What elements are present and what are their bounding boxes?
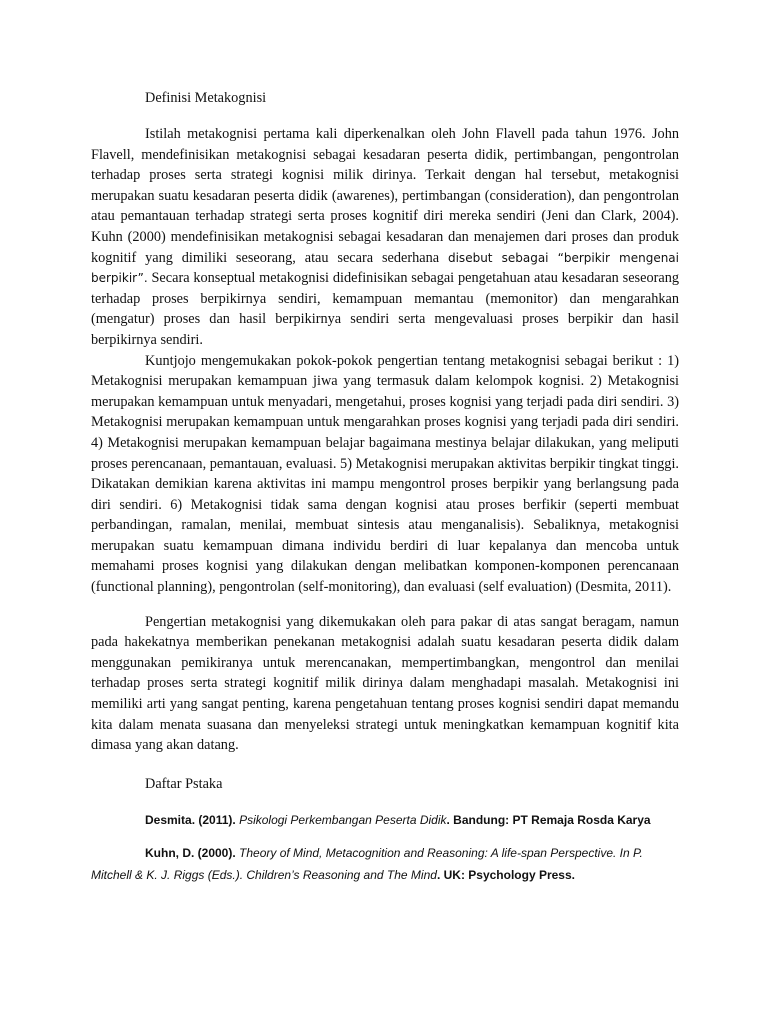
reference-item [91,809,679,831]
paragraph-definition-part-c: Secara konseptual metakognisi didefinisikan sebagai pengetahuan atau kesadaran seseorang terhadap proses berpikirnya sendiri, kemampuan memantau (memonitor) dan mengarahkan (mengatur) proses dan hasil berpikirnya sendiri serta mengevaluasi proses berpikir dan hasil berpikirnya sendiri. [91,270,679,348]
reference-item [91,842,679,886]
paragraph-definition [91,124,679,351]
reference-publisher: . UK: Psychology Press. [436,867,575,882]
reference-author: Desmita. (2011). [145,812,240,827]
section-heading: Definisi Metakognisi [145,90,267,106]
reference-title: Psikologi Perkembangan Peserta Didik [239,812,447,827]
paragraph-definition-part-a: Istilah metakognisi pertama kali diperkenalkan oleh John Flavell pada tahun 1976. John Flavell, mendefinisikan metakognisi sebagai kesadaran peserta didik, pertimbangan, pengontrolan terhadap proses serta strategi kognisi milik dirinya. Terkait dengan hal tersebut, metakognisi merupakan suatu kesadaran peserta didik (awarenes), pertimbangan (consideration), dan pengontrolan atau pemantauan terhadap strategi serta proses kognitif diri mereka sendiri (Jeni dan Clark, 2004). Kuhn (2000) mendefinisikan metakognisi sebagai kesadaran dan menajemen dari proses dan produk kognitif yang dimiliki seseorang, atau secara sederhana [91,126,679,266]
reference-publisher: . Bandung: PT Remaja Rosda Karya [446,812,651,827]
bibliography-heading: Daftar Pstaka [145,775,223,792]
paragraph-kuntjojo: Kuntjojo mengemukakan pokok-pokok pengertian tentang metakognisi sebagai berikut : 1) Metakognisi merupakan kemampuan jiwa yang termasuk dalam kelompok kognisi. 2) Metakognisi merupakan kemampuan untuk menyadari, mengetahui, proses kognisi yang terjadi pada diri sendiri. 3) Metakognisi merupakan kemampuan untuk mengarahkan proses kognisi yang terjadi pada diri sendiri. 4) Metakognisi merupakan kemampuan belajar bagaimana mestinya belajar dilakukan, yang meliputi proses perencanaan, pemantauan, evaluasi. 5) Metakognisi merupakan aktivitas berpikir tingkat tinggi. Dikatakan demikian karena aktivitas ini mampu mengontrol proses berpikir yang berlangsung pada diri sendiri. 6) Metakognisi tidak sama dengan kognisi atau proses berfikir (seperti membuat perbandingan, ramalan, menilai, membuat sintesis atau menganalisis). Sebaliknya, metakognisi merupakan suatu kemampuan dimana individu berdiri di luar kepalanya dan mencoba untuk memahami proses kognisi yang dilakukan dengan melibatkan komponen-komponen perencanaan (functional planning), pengontrolan (self-monitoring), dan evaluasi (self evaluation) (Desmita, 2011). [91,352,679,596]
paragraph-conclusion: Pengertian metakognisi yang dikemukakan oleh para pakar di atas sangat beragam, namun pada hakekatnya memberikan penekanan metakognisi adalah suatu kesadaran peserta didik dalam menggunakan pemikiranya untuk merencanakan, mempertimbangkan, mengontrol dan menilai terhadap proses serta strategi kognitif milik dirinya dalam menghadapi masalah. Metakognisi ini memiliki arti yang sangat penting, karena pengetahuan tentang proses kognisi sendiri dapat memandu kita dalam menata suasana dan menyeleksi strategi untuk meningkatkan kemampuan kognitif kita dimasa yang akan datang. [91,613,679,754]
reference-title: Theory of Mind, Metacognition and Reasoning: A life-span Perspective. In P. Mitchell & K. J. Riggs (Eds.). Children’s Reasoning and The Mind [91,845,643,882]
reference-author: Kuhn, D. (2000). [145,845,240,860]
document-content [91,88,679,897]
paragraph-definition-part-b: disebut sebagai “berpikir mengenai berpikir”. [91,250,679,286]
